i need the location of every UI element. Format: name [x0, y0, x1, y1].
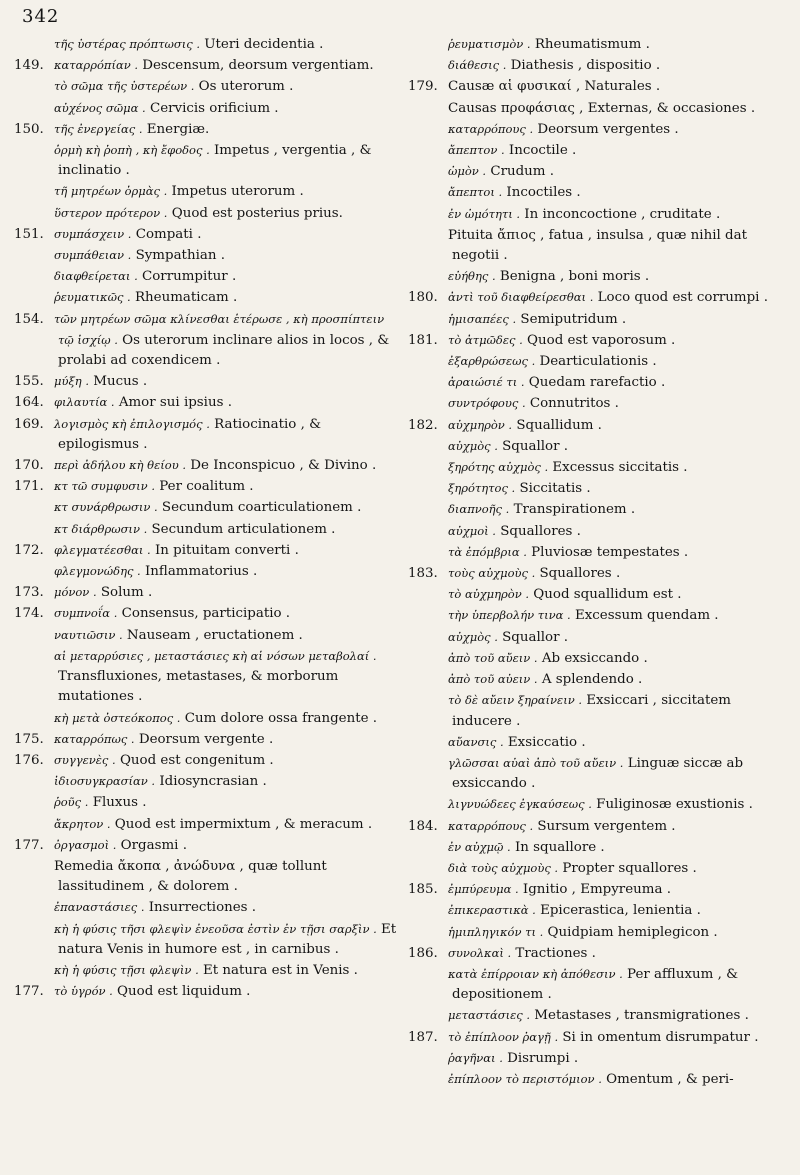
glossary-entry [408, 415, 793, 436]
greek-term: ἐμπύρευμα . [448, 882, 519, 897]
latin-gloss: Compati . [131, 226, 202, 242]
latin-gloss: Os uterorum . [194, 79, 294, 95]
latin-gloss: Diathesis , dispositio . [506, 58, 661, 74]
latin-gloss: Rheumaticam . [130, 290, 238, 306]
greek-term: ῥευματισμὸν . [448, 37, 531, 51]
greek-term: καταρρόπίαν . [54, 58, 139, 73]
latin-gloss: Per coalitum . [154, 479, 254, 495]
glossary-entry [14, 919, 399, 960]
greek-term: ἐξαρθρώσεως . [448, 354, 536, 369]
glossary-entry [408, 351, 793, 372]
greek-term: ὀργασμοὶ . [54, 837, 117, 852]
latin-gloss: Squallidum . [512, 417, 602, 433]
latin-gloss: Per affluxum , & depositionem . [452, 966, 739, 1003]
latin-gloss: Squallores . [535, 566, 621, 582]
greek-term: συντρόφους . [448, 396, 526, 411]
glossary-entry [408, 1027, 793, 1048]
latin-gloss: Loco quod est corrumpi . [593, 290, 768, 306]
entry-number: 155. [14, 374, 44, 390]
greek-term: φλεγμονώδης . [54, 564, 141, 579]
greek-term: τὸ σῶμα τῆς ὑστερέων . [54, 79, 195, 94]
greek-term: τῶν μητρέων σῶμα κλίνεσθαι ἑτέρωσε , κὴ προσπίπτειν τῷ ἰσχίῳ . [54, 311, 385, 347]
latin-gloss: Deorsum vergentes . [533, 121, 679, 137]
latin-gloss: Crudum . [486, 164, 555, 180]
glossary-entry [408, 1069, 793, 1090]
greek-term: ἰδιοσυγκρασίαν . [54, 774, 156, 789]
latin-gloss: Pluviosæ tempestates . [526, 544, 689, 560]
greek-term: αὔανσις . [448, 734, 504, 749]
entry-number: 186. [408, 945, 438, 961]
glossary-entry [408, 309, 793, 330]
entry-number: 170. [14, 458, 44, 474]
greek-term: τὸ αὐχμηρὸν . [448, 587, 530, 602]
glossary-entry [408, 943, 793, 964]
latin-gloss: Quod est posterius prius. [167, 205, 343, 221]
glossary-entry [408, 922, 793, 943]
greek-term: τὴν ὑπερβολήν τινα . [448, 608, 571, 623]
greek-term: ἄπεπτον . [448, 143, 505, 158]
latin-gloss: Causas προφάσιας , Externas, & occasiones . [448, 100, 756, 116]
entry-number: 187. [408, 1029, 438, 1045]
glossary-entry [14, 455, 399, 476]
latin-gloss: A splendendo . [537, 672, 643, 688]
glossary-entry [408, 753, 793, 794]
latin-gloss: Quod est liquidum . [112, 984, 251, 1000]
glossary-entry [14, 76, 399, 97]
glossary-entry [14, 729, 399, 750]
entry-number: 150. [14, 121, 44, 137]
latin-gloss: Descensum, deorsum vergentiam. [138, 58, 374, 74]
greek-term: ἀραιώσιέ τι . [448, 375, 525, 390]
greek-term: γλῶσσαι αὐαὶ ἀπὸ τοῦ αὔειν . [448, 755, 624, 770]
latin-gloss: Si in omentum disrumpatur . [558, 1029, 759, 1045]
greek-term: συνολκαὶ . [448, 945, 512, 960]
glossary-entry [14, 646, 399, 708]
entry-number: 177. [14, 837, 44, 853]
glossary-entry [408, 563, 793, 584]
latin-gloss: Quedam rarefactio . [524, 375, 666, 391]
greek-term: τὸ ἐπίπλοον ῥαγῇ . [448, 1029, 559, 1044]
greek-term: λιγνυώδεες ἐγκαύσεως . [448, 797, 592, 812]
glossary-entry [14, 897, 399, 918]
latin-gloss: Squallores . [495, 523, 581, 539]
glossary-entry [14, 792, 399, 813]
latin-gloss: Excessum quendam . [570, 608, 719, 624]
glossary-entry [408, 627, 793, 648]
latin-gloss: Mucus . [89, 374, 148, 390]
entry-number: 176. [14, 752, 44, 768]
greek-term: ξηρότητος . [448, 481, 516, 496]
greek-term: αἱ μεταρρύσιες , μεταστάσιες κὴ αἱ νόσων μεταβολαί . [54, 648, 377, 663]
right-column [408, 34, 793, 1090]
glossary-entry [14, 625, 399, 646]
latin-gloss: Secundum coarticulationem . [157, 500, 362, 516]
greek-term: διαπνοῆς . [448, 502, 510, 517]
greek-term: ὕστερον πρότερον . [54, 205, 168, 220]
glossary-entry [14, 98, 399, 119]
latin-gloss: Corrumpitur . [137, 269, 237, 285]
glossary-entry [408, 161, 793, 182]
greek-term: ξηρότης αὐχμὸς . [448, 460, 549, 475]
latin-gloss: Quidpiam hemiplegicon . [543, 924, 718, 940]
latin-gloss: Idiosyncrasian . [155, 774, 267, 790]
greek-term: ἄπεπτοι . [448, 185, 503, 200]
latin-gloss: Squallor . [497, 629, 569, 645]
glossary-entry [14, 771, 399, 792]
greek-term: τὰ ἐπόμβρια . [448, 544, 527, 559]
glossary-entry [408, 900, 793, 921]
glossary-entry [408, 648, 793, 669]
greek-term: αὐχμὸς . [448, 438, 498, 453]
greek-term: τὸ ἀτμῶδες . [448, 332, 523, 347]
greek-term: κτ τῶ συμφυσιν . [54, 479, 155, 494]
greek-term: αὐχμὸς . [448, 629, 498, 644]
greek-term: ἐπικεραστικὰ . [448, 903, 536, 918]
page-number: 342 [22, 6, 60, 27]
greek-term: μύξη . [54, 374, 89, 389]
greek-term: ὠμὸν . [448, 164, 487, 179]
greek-term: αὐχμηρὸν . [448, 417, 513, 432]
entry-number: 185. [408, 882, 438, 898]
greek-term: περὶ ἀδήλου κὴ θείου . [54, 458, 187, 473]
glossary-entry [14, 119, 399, 140]
latin-gloss: Quod squallidum est . [529, 587, 682, 603]
latin-gloss: Ignitio , Empyreuma . [518, 882, 671, 898]
greek-term: ἐν ὠμότητι . [448, 206, 521, 221]
glossary-entry [408, 76, 793, 97]
glossary-entry [14, 582, 399, 603]
glossary-entry [408, 34, 793, 55]
latin-gloss: Sursum vergentem . [533, 818, 676, 834]
glossary-entry [408, 372, 793, 393]
latin-gloss: Metastases , transmigrationes . [530, 1008, 749, 1024]
greek-term: εὐήθης . [448, 269, 496, 284]
latin-gloss: De Inconspicuo , & Divino . [186, 458, 377, 474]
glossary-entry [408, 55, 793, 76]
latin-gloss: Inflammatorius . [140, 564, 258, 580]
greek-term: τῆς ἐνεργείας . [54, 121, 143, 136]
glossary-entry [408, 669, 793, 690]
glossary-entry [408, 478, 793, 499]
latin-gloss: Disrumpi . [502, 1050, 579, 1066]
glossary-entry [408, 225, 793, 266]
latin-gloss: Incoctiles . [502, 185, 581, 201]
entry-number: 171. [14, 479, 44, 495]
latin-gloss: Ratiocinatio , & epilogismus . [58, 416, 322, 452]
glossary-entry [14, 203, 399, 224]
glossary-entry [408, 1005, 793, 1026]
latin-gloss: Et natura est in Venis . [198, 962, 358, 978]
glossary-entry [14, 561, 399, 582]
greek-term: κὴ μετὰ ὀστεόκοπος . [54, 710, 181, 725]
greek-term: καταρρόπους . [448, 121, 534, 136]
greek-term: ἡμιπληγικόν τι . [448, 924, 544, 939]
glossary-entry [14, 371, 399, 392]
latin-gloss: Tractiones . [511, 945, 596, 961]
glossary-entry [408, 605, 793, 626]
glossary-entry [14, 540, 399, 561]
latin-gloss: Propter squallores . [558, 860, 697, 876]
glossary-entry [14, 960, 399, 981]
glossary-entry [408, 119, 793, 140]
latin-gloss: Fluxus . [88, 795, 147, 811]
greek-term: ἡμισαπέες . [448, 311, 517, 326]
glossary-entry [408, 732, 793, 753]
latin-gloss: Remedia ἄκοπα , ἀνώδυνα , quæ tollunt lassitudinem , & dolorem . [54, 858, 327, 895]
greek-term: συμπάθειαν . [54, 248, 132, 263]
glossary-entry [14, 245, 399, 266]
entry-number: 169. [14, 416, 44, 432]
glossary-entry [14, 309, 399, 372]
latin-gloss: Orgasmi . [116, 837, 187, 853]
latin-gloss: Secundum articulationem . [147, 521, 336, 537]
glossary-entry [408, 98, 793, 119]
latin-gloss: Transfluxiones, metastases, & morborum mutationes . [58, 669, 339, 705]
latin-gloss: Consensus, participatio . [117, 606, 291, 622]
greek-term: διάθεσις . [448, 58, 507, 73]
glossary-entry [408, 330, 793, 351]
entry-number: 151. [14, 226, 44, 242]
latin-gloss: In inconcoctione , cruditate . [520, 206, 721, 222]
glossary-entry [14, 414, 399, 455]
latin-gloss: Fuliginosæ exustionis . [591, 797, 753, 813]
entry-number: 174. [14, 606, 44, 622]
glossary-entry [408, 816, 793, 837]
glossary-entry [408, 521, 793, 542]
greek-term: ἐν αὐχμῷ . [448, 839, 511, 854]
latin-gloss: Dearticulationis . [535, 354, 657, 370]
latin-gloss: Quod est impermixtum , & meracum . [110, 816, 373, 832]
greek-term: τὸ δὲ αὔειν ξηραίνειν . [448, 693, 583, 708]
greek-term: τὸ ὑγρόν . [54, 984, 113, 999]
glossary-entry [14, 266, 399, 287]
glossary-entry [14, 708, 399, 729]
latin-gloss: Nauseam , eructationem . [122, 627, 303, 643]
glossary-entry [408, 393, 793, 414]
latin-gloss: Causæ αἱ φυσικαί , Naturales . [448, 79, 661, 95]
greek-term: ναυτιῶσιν . [54, 627, 123, 642]
greek-term: κατὰ ἐπίρροιαν κὴ ἀπόθεσιν . [448, 966, 623, 981]
glossary-entry [14, 140, 399, 181]
greek-term: ἀντὶ τοῦ διαφθείρεσθαι . [448, 290, 594, 305]
greek-term: τοὺς αὐχμοὺς . [448, 566, 536, 581]
glossary-entry [408, 436, 793, 457]
latin-gloss: Quod est congenitum . [115, 752, 274, 768]
glossary-entry [14, 750, 399, 771]
glossary-entry [408, 287, 793, 308]
latin-gloss: Exsiccari , siccitatem inducere . [452, 693, 731, 729]
greek-term: αὐχένος σῶμα . [54, 100, 146, 115]
entry-number: 175. [14, 731, 44, 747]
latin-gloss: Epicerastica, lenientia . [535, 903, 701, 919]
greek-term: καταρρόπους . [448, 818, 534, 833]
glossary-entry [408, 837, 793, 858]
greek-term: λογισμὸς κὴ ἐπιλογισμός . [54, 416, 210, 431]
glossary-entry [14, 55, 399, 76]
glossary-entry [14, 476, 399, 497]
latin-gloss: Uteri decidentia . [200, 37, 324, 52]
greek-term: κὴ ἡ φύσις τῆσι φλεψὶν ἐνεοῦσα ἐστὶν ἐν τῇσι σαρξὶν . [54, 921, 377, 936]
latin-gloss: Benigna , boni moris . [495, 269, 650, 285]
entry-number: 149. [14, 58, 44, 74]
greek-term: ἄκρητον . [54, 816, 111, 831]
latin-gloss: In pituitam converti . [150, 542, 299, 558]
glossary-entry [408, 140, 793, 161]
latin-gloss: Excessus siccitatis . [548, 460, 688, 476]
latin-gloss: Impetus , vergentia , & inclinatio . [58, 143, 372, 179]
greek-term: ῥευματικῶς . [54, 290, 131, 305]
greek-term: ἐπίπλοον τὸ περιστόμιον . [448, 1071, 602, 1086]
latin-gloss: Transpirationem . [509, 502, 636, 518]
greek-term: καταρρόπως . [54, 731, 135, 746]
glossary-entry [14, 497, 399, 518]
entry-number: 183. [408, 566, 438, 582]
latin-gloss: Sympathian . [131, 248, 225, 264]
glossary-entry [408, 182, 793, 203]
greek-term: συγγενὲς . [54, 752, 116, 767]
latin-gloss: Omentum , & peri- [601, 1071, 734, 1087]
left-column [14, 34, 399, 1002]
latin-gloss: Cervicis orificium . [145, 100, 279, 116]
latin-gloss: Cum dolore ossa frangente . [180, 710, 378, 726]
latin-gloss: Quod est vaporosum . [522, 332, 676, 348]
entry-number: 179. [408, 79, 438, 95]
glossary-entry [408, 858, 793, 879]
greek-term: αὐχμοὶ . [448, 523, 496, 538]
entry-number: 173. [14, 585, 44, 601]
latin-gloss: Ab exsiccando . [537, 650, 648, 666]
greek-term: συμπάσχειν . [54, 226, 132, 241]
latin-gloss: Siccitatis . [515, 481, 591, 497]
greek-term: διαφθείρεται . [54, 269, 138, 284]
latin-gloss: Et natura Venis in humore est , in carnibus . [58, 921, 397, 957]
glossary-entry [408, 457, 793, 478]
greek-term: κτ συνάρθρωσιν . [54, 500, 158, 515]
greek-term: κὴ ἡ φύσις τῇσι φλεψὶν . [54, 962, 199, 977]
greek-term: διὰ τοὺς αὐχμοὺς . [448, 860, 559, 875]
latin-gloss: Impetus uterorum . [167, 184, 304, 200]
glossary-entry [14, 981, 399, 1002]
latin-gloss: Connutritos . [525, 396, 619, 412]
latin-gloss: Semiputridum . [516, 311, 627, 327]
greek-term: μεταστάσιες . [448, 1008, 531, 1023]
glossary-entry [14, 603, 399, 624]
greek-term: συμπνοΐα . [54, 606, 118, 621]
greek-term: ῥοῦς . [54, 795, 89, 810]
glossary-entry [408, 542, 793, 563]
glossary-entry [408, 690, 793, 731]
latin-gloss: Linguæ siccæ ab exsiccando . [452, 755, 744, 792]
glossary-entry [408, 794, 793, 815]
latin-gloss: Energiæ. [142, 121, 210, 137]
glossary-entry [14, 224, 399, 245]
entry-number: 177. [14, 984, 44, 1000]
glossary-entry [408, 204, 793, 225]
glossary-entry [408, 879, 793, 900]
greek-term: ὁρμὴ κὴ ῥοπὴ , κὴ ἔφοδος . [54, 143, 210, 158]
entry-number: 184. [408, 818, 438, 834]
greek-term: ἀπὸ τοῦ αὐειν . [448, 672, 538, 687]
greek-term: φιλαυτία . [54, 395, 115, 410]
greek-term: τῆς ὑστέρας πρόπτωσις . [54, 37, 200, 51]
glossary-entry [408, 266, 793, 287]
latin-gloss: Solum . [96, 585, 153, 601]
latin-gloss: Pituita ἄπιος , fatua , insulsa , quæ nihil dat negotii . [448, 227, 747, 264]
latin-gloss: Rheumatismum . [530, 37, 650, 52]
latin-gloss: Exsiccatio . [503, 734, 586, 750]
entry-number: 182. [408, 417, 438, 433]
greek-term: ἐπαναστάσιες . [54, 900, 145, 915]
entry-number: 164. [14, 395, 44, 411]
greek-term: μόνον . [54, 585, 97, 600]
latin-gloss: In squallore . [510, 839, 605, 855]
entry-number: 172. [14, 542, 44, 558]
latin-gloss: Incoctile . [504, 143, 577, 159]
greek-term: τῆ μητρέων ὁρμὰς . [54, 184, 168, 199]
glossary-entry [14, 34, 399, 55]
latin-gloss: Squallor . [497, 438, 569, 454]
glossary-entry [408, 499, 793, 520]
glossary-entry [14, 392, 399, 413]
latin-gloss: Amor sui ipsius . [114, 395, 232, 411]
latin-gloss: Deorsum vergente . [134, 731, 274, 747]
glossary-entry [14, 181, 399, 202]
latin-gloss: Insurrectiones . [144, 900, 257, 916]
entry-number: 181. [408, 332, 438, 348]
glossary-entry [408, 964, 793, 1005]
latin-gloss: Os uterorum inclinare alios in locos , & prolabi ad coxendicem . [58, 332, 390, 369]
greek-term: ἀπὸ τοῦ αὔειν . [448, 650, 538, 665]
glossary-entry [14, 856, 399, 897]
entry-number: 154. [14, 311, 44, 327]
glossary-entry [14, 519, 399, 540]
glossary-entry [14, 835, 399, 856]
glossary-entry [14, 814, 399, 835]
glossary-entry [14, 287, 399, 308]
greek-term: κτ διάρθρωσιν . [54, 521, 148, 536]
glossary-entry [408, 1048, 793, 1069]
entry-number: 180. [408, 290, 438, 306]
greek-term: ῥαγῆναι . [448, 1050, 503, 1065]
glossary-entry [408, 584, 793, 605]
greek-term: φλεγματέεσθαι . [54, 542, 151, 557]
